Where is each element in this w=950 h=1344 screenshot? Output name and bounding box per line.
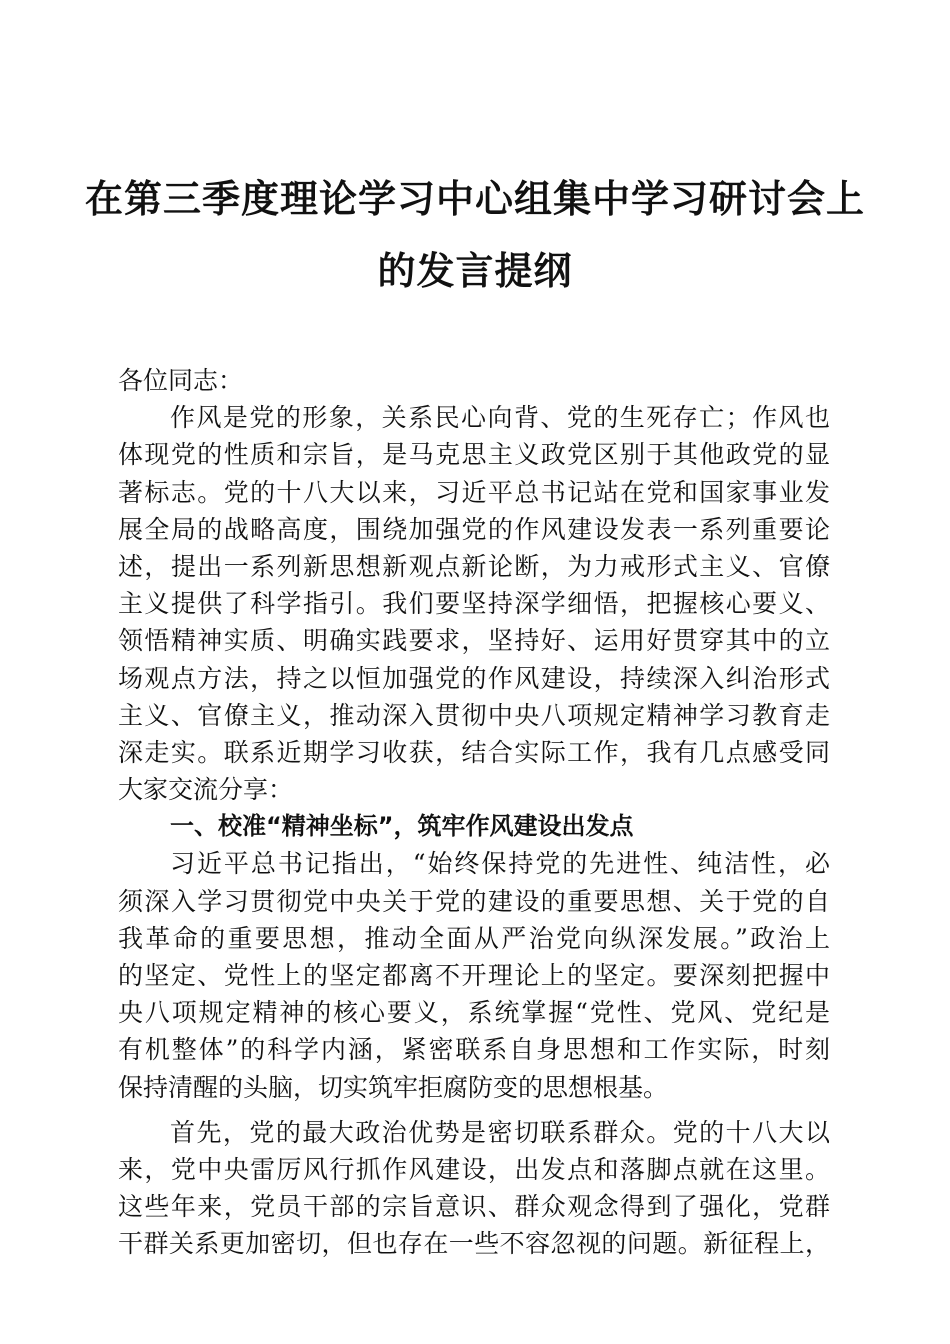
paragraph-line: 干群关系更加密切，但也存在一些不容忽视的问题。新征程上， xyxy=(118,1229,830,1259)
greeting: 各位同志： xyxy=(118,366,244,395)
paragraph-line: 首先，党的最大政治优势是密切联系群众。党的十八大以 xyxy=(170,1117,830,1147)
paragraph-line: 有机整体”的科学内涵，紧密联系自身思想和工作实际，时刻 xyxy=(118,1035,830,1065)
paragraph-2 xyxy=(118,845,830,1105)
paragraph-line: 来，党中央雷厉风行抓作风建设，出发点和落脚点就在这里。 xyxy=(118,1154,830,1184)
document-body xyxy=(118,362,830,1263)
paragraph-1 xyxy=(118,399,830,808)
paragraph-line: 大家交流分享： xyxy=(118,775,294,805)
paragraph-line: 著标志。党的十八大以来，习近平总书记站在党和国家事业发 xyxy=(118,477,830,507)
paragraph-line: 央八项规定精神的核心要义，系统掌握“党性、党风、党纪是 xyxy=(118,998,830,1028)
paragraph-line: 保持清醒的头脑，切实筑牢拒腐防变的思想根基。 xyxy=(118,1072,669,1102)
paragraph-line: 领悟精神实质、明确实践要求，坚持好、运用好贯穿其中的立 xyxy=(118,626,830,656)
paragraph-line: 述，提出一系列新思想新观点新论断，为力戒形式主义、官僚 xyxy=(118,551,830,581)
paragraph-line: 习近平总书记指出，“始终保持党的先进性、纯洁性，必 xyxy=(170,849,830,879)
paragraph-3 xyxy=(118,1114,830,1263)
paragraph-line: 主义提供了科学指引。我们要坚持深学细悟，把握核心要义、 xyxy=(118,589,830,619)
paragraph-line: 我革命的重要思想，推动全面从严治党向纵深发展。”政治上 xyxy=(118,923,830,953)
paragraph-line: 须深入学习贯彻党中央关于党的建设的重要思想、关于党的自 xyxy=(118,886,830,916)
paragraph-line: 的坚定、党性上的坚定都离不开理论上的坚定。要深刻把握中 xyxy=(118,961,830,990)
document-title-line-1: 在第三季度理论学习中心组集中学习研讨会上 xyxy=(84,176,865,221)
paragraph-line: 作风是党的形象，关系民心向背、党的生死存亡；作风也 xyxy=(170,403,830,433)
document-title-line-2: 的发言提纲 xyxy=(377,248,573,293)
paragraph-line: 体现党的性质和宗旨，是马克思主义政党区别于其他政党的显 xyxy=(118,440,830,470)
paragraph-line: 主义、官僚主义，推动深入贯彻中央八项规定精神学习教育走 xyxy=(118,700,830,730)
section-heading-1: 一、校准“精神坐标”，筑牢作风建设出发点 xyxy=(170,812,634,841)
paragraph-line: 这些年来，党员干部的宗旨意识、群众观念得到了强化，党群 xyxy=(118,1192,830,1222)
paragraph-line: 深走实。联系近期学习收获，结合实际工作，我有几点感受同 xyxy=(118,737,830,767)
paragraph-line: 展全局的战略高度，围绕加强党的作风建设发表一系列重要论 xyxy=(118,514,830,544)
paragraph-spacer xyxy=(118,1106,830,1114)
paragraph-line: 场观点方法，持之以恒加强党的作风建设，持续深入纠治形式 xyxy=(118,663,830,693)
